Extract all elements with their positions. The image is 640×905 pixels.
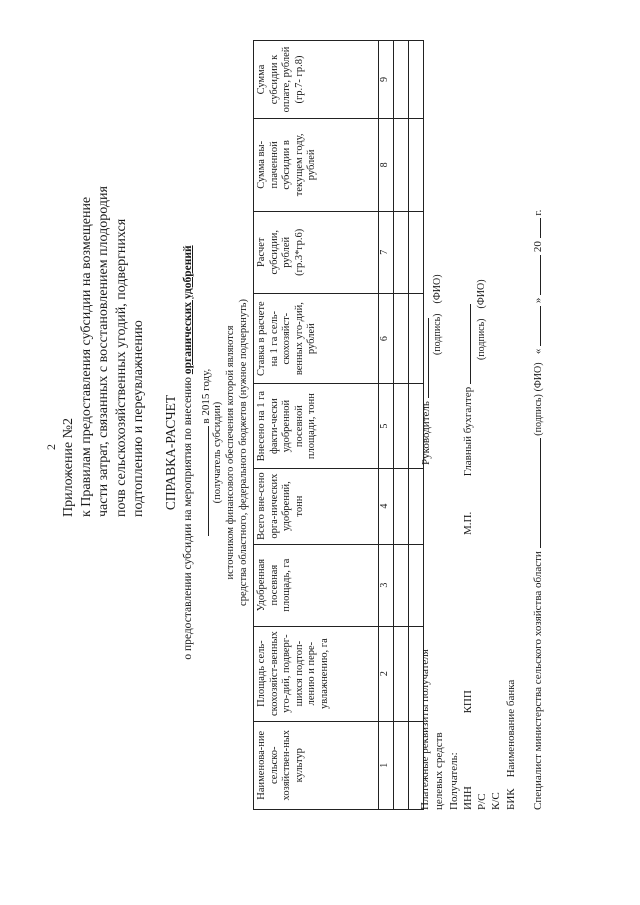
head-signature-row: [418, 318, 433, 465]
column-number: 4: [379, 468, 394, 544]
purpose-prefix: о предоставлении субсидии на мероприятия по внесению: [182, 377, 194, 660]
page-number: 2: [44, 444, 58, 450]
signature-caption: (подпись): [432, 313, 443, 355]
inn-label: ИНН: [461, 786, 474, 810]
date-day-line: [530, 306, 541, 346]
column-header: Всего вне-сено орга-нических удобрений, тонн: [254, 468, 379, 544]
chief-accountant-label: Главный бухгалтер: [462, 386, 474, 477]
name-caption: (ФИО): [432, 274, 443, 304]
date-year-line: [530, 218, 541, 238]
column-header: Сумма субсидии к оплате, рублей (гр.7- гр.8): [254, 41, 379, 119]
name-caption: (ФИО): [533, 362, 544, 392]
purpose-line: [182, 0, 196, 905]
column-number: 9: [379, 41, 394, 119]
column-number: 6: [379, 293, 394, 384]
column-header: Удобренная посевная площадь, га: [254, 544, 379, 626]
recipient-caption: (получатель субсидии): [212, 401, 223, 504]
rs-label: Р/С: [476, 793, 489, 810]
column-header: Наименова-ние сельско-хозяйствен-ных культур: [254, 721, 379, 809]
chief-signature-line: [460, 304, 471, 384]
stamp-chief-row: [460, 304, 475, 535]
appendix-header: [60, 67, 148, 517]
bik-row: [504, 480, 518, 810]
column-number: 3: [379, 544, 394, 626]
signature-caption: (подпись): [533, 394, 544, 436]
header-line: части затрат, связанных с восстановлением плодородия: [96, 186, 111, 517]
header-line: почв сельскохозяйственных угодий, подвергнихся: [113, 218, 129, 517]
column-number: 8: [379, 119, 394, 212]
column-header: Внесено на 1 га факти-чески удобренной посевной площади, тонн: [254, 384, 379, 468]
year-prefix: 20: [532, 241, 544, 253]
head-signature-line: [418, 318, 429, 398]
head-label: Руководитель: [420, 401, 432, 465]
stamp-label: М.П.: [462, 511, 474, 535]
chief-captions: [476, 279, 488, 360]
ks-label: К/С: [490, 792, 503, 810]
recipient-label: Получатель:: [447, 752, 460, 810]
column-number: 2: [379, 626, 394, 721]
name-caption: (ФИО): [476, 279, 487, 309]
bik-label: БИК: [504, 788, 517, 810]
specialist-signature-line: [530, 438, 541, 548]
column-number: 7: [379, 211, 394, 293]
column-number: 1: [379, 721, 394, 809]
column-number: 5: [379, 384, 394, 468]
specialist-label: Специалист министерства сельского хозяйства области: [532, 551, 544, 810]
date-close-quote: »: [532, 297, 544, 304]
column-header: Сумма вы-плаченной субсидии в текущем году, рублей: [254, 119, 379, 212]
year-suffix: г.: [532, 209, 544, 216]
column-header: Расчет субсидии, рублей (гр.3*гр.6): [254, 211, 379, 293]
calculation-table: [253, 40, 424, 810]
specialist-row: [530, 20, 545, 810]
date-month-line: [530, 255, 541, 295]
column-header: Площадь сель-скохозяйст-венных уго-дий, подверг-шихся подтоп-лению и пере-увлажнению, га: [254, 626, 379, 721]
header-line: подтоплению и переувлажнению: [131, 320, 146, 517]
date-open-quote: «: [532, 348, 544, 355]
column-number-row: [379, 41, 394, 810]
year-text: в 2015 году,: [200, 368, 212, 424]
purpose-emphasis: органических удобрений: [182, 245, 194, 375]
column-header: Ставка в расчете на 1 га сель-скохозяйст-венных уго-дий, рублей: [254, 293, 379, 384]
funding-source-line: источником финансового обеспечения которой являются: [225, 325, 236, 580]
signature-caption: (подпись): [476, 318, 487, 360]
header-line: к Правилам предоставления субсидии на возмещение: [78, 196, 94, 517]
document-title: СПРАВКА-РАСЧЕТ: [163, 394, 178, 511]
table-header-row: [254, 41, 379, 810]
bank-name-label: Наименование банка: [504, 679, 517, 778]
header-line: Приложение №2: [61, 418, 76, 517]
kpp-label: КПП: [461, 690, 474, 714]
bank-subheading: целевых средств: [433, 732, 446, 810]
head-captions: [432, 274, 444, 355]
year-line: [198, 0, 213, 905]
table-row-empty: [394, 41, 409, 810]
recipient-blank: [198, 426, 209, 536]
funding-source-note: средства областного, федерального бюджетов (нужное подчеркнуть): [238, 299, 249, 606]
bank-heading: Платежные реквизиты получателя: [419, 649, 431, 810]
